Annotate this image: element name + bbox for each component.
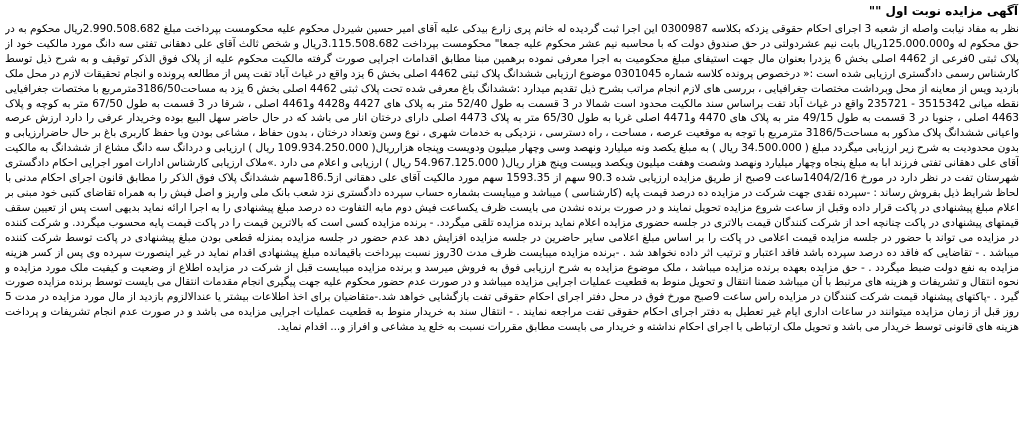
notice-title: آگهی مزایده نوبت اول "" — [868, 4, 1018, 18]
notice-body: نظر به مفاد نیابت واصله از شعبه 3 اجرای احکام حقوقی یزدکه بکلاسه 0300987 این اجرا ثبت گردیده له خانم پری زارع بیدکی علیه آقای امیر حسین شیردل محکوم علیه محکومست بپرداخت مبلغ 2.990.508.682ریال محکوم به در حق محکوم له و125.000.000ریال بابت نیم عشردولتی در حق صندوق دولت که با محاسبه نیم عشر محکوم علیه جمعا" محکومست بپرداخت 3.115.508.682ریال و شخص ثالث آقای علی دهقانی تفتی سه دانگ مورد مالکیت خود از پلاک ثبتی 0فرعی از 4462 اصلی بخش 6 یزدرا بعنوان مال جهت استیفای مبلغ محکومیت به اجرا معرفی نموده برهمین مبنا مطابق اقدامات اجرایی صورت گرفته مالکیت محکوم علیه از پلاک فوق الذکر توقیف و به شرح ذیل توسط کارشناس رسمی دادگستری ارزیابی شده است :« درخصوص پرونده کلاسه شماره 0301045 موضوع ارزیابی ششدانگ پلاک ثبتی 4462 اصلی بخش 6 یزد واقع در غیاث آباد تفت پس از مطالعه پرونده و انجام تحقیقات لازم در محل ملک بازدید ویس از معاینه از محل وبرداشت مختصات جغرافیایی ، بررسی های لازم انجام مراتب بشرح ذیل تقدیم میدارد :ششدانگ باغ معرفی شده تحت پلاک ثبتی 4462 اصلی بخش 6 یزد به مساحت3186/50مترمربع با مختصات جغرافیایی نقطه میانی 3515342 - 235721 واقع در غیاث آباد تفت براساس سند مالکیت محدود است شمالا در 3 قسمت به طول 52/40 متر به پلاک های 4427 و4428 و4461 اصلی ، شرقا در 3 قسمت به طول 67/50 متر به کوچه و پلاک 4463 اصلی ، جنوبا در 3 قسمت به طول 49/15 متر به پلاک های 4470 و4471 اصلی غربا به طول 65/30 متر به پلاک 4473 اصلی دارای درختان انار می باشد که در حال حاضر سهل البیع بوده وخریدار عرفی را دارد ارزش عرصه واعیانی ششدانگ پلاک مذکور به مساحت3186/5 مترمربع با توجه به موقعیت عرصه ، مساحت ، راه دسترسی ، نزدیکی به خدمات شهری ، نوع وسن وتعداد درختان ، بدون حفاظ ، مشاعی بودن ویا حفظ کاربری باغ بر حال حاضرارزیابی و بدون محدودیت به شرح زیر ارزیابی میگردد مبلغ ( 34.500.000 ریال ) به مبلغ یکصد ونه میلیارد ونهصد وسی وچهار میلیون ودویست وپنجاه هزارریال( 109.934.250.000 ریال ) ارزیابی و دردانگ سه دانگ مشاع از ششدانگ به مالکیت آقای علی دهقانی تفتی فرزند ابا به مبلغ پنجاه وچهار میلیارد ونهصد وشصت وهفت میلیون ویکصد وبیست وپنج هزار ریال( 54.967.125.000 ریال ) ارزیابی و اعلام می دارد .»ملاک ارزیابی کارشناس ادارات امور اجرایی احکام دادگستری شهرستان تفت در نظر دارد در مورخ 1404/2/16ساعت 9صبح از طریق مزایده ارزیابی شده 90.3 سهم از 1593.35 سهم مورد مالکیت آقای علی دهقانی از186.5سهم ششدانگ پلاک فوق الذکر را مطابق قانون اجرای احکام مدنی با لحاظ شرایط ذیل بفروش رساند : -سپرده نقدی جهت شرکت در مزایده ده درصد قیمت پایه (کارشناسی ) میباشد و میبایست بشماره حساب سپرده دادگستری نزد شعب بانک ملی واریز و اصل فیش را به همراه تقاضای کتبی خود مبنی بر اعلام مبلغ پیشنهادی در پاکت قرار داده وقبل از ساعت شروع مزایده تحویل نمایند و در صورت برنده نشدن می بایست ظرف یکساعت فیش دوم مابه التفاوت ده درصد مبلغ پیشنهادی را به اجرا ارائه نماید بدیهی است پس از تعیین سقف قیمتهای پیشنهادی در پاکت چنانچه احد از شرکت کنندگان قیمت بالاتری در جلسه حضوری مزایده اعلام نماید برنده مزایده تلقی میگردد. - برنده مزایده کسی است که بالاترین قیمت را در پاکت قیمت پایه محسوب میگردد. و شرکت کننده در مزایده می تواند با حضور در جلسه مزایده قیمت اعلامی در پاکت را بر اساس مبلغ اعلامی سایر حاضرین در جلسه مزایده افزایش دهد عدم حضور در جلسه مزایده بمنزله قطعی بودن مبلغ پیشنهادی در پاکت توسط شرکت کننده میباشد . - تقاضایی که فاقد ده درصد سپرده باشد فاقد اعتبار و ترتیب اثر داده نخواهد شد . -برنده مزایده میبایست ظرف مدت 30روز نسبت بپرداخت باقیمانده مبلغ پیشنهادی اقدام نماید در غیر اینصورت سپرده وی پس از کسر هزینه مزایده به نفع دولت ضبط میگردد . - حق مزایده بعهده برنده مزایده میباشد ، ملک موضوع مزایده به شرح ارزیابی فوق به فروش میرسد و برنده مزایده میبایست قبل از شرکت در مزایده اطلاع از وضعیت و کیفیت ملک مورد مزایده و نحوه انتقال و تشریفات و هزینه های مرتبط با آن میباشد ضمنا انتقال و تحویل منوط به قطعیت عملیات اجرایی مزایده میباشد و در صورت عدم حضور محکوم علیه جهت پیگیری انجام مقدمات انتقال می بایست توسط برنده مزایده صورت گیرد . -پاکتهای پیشنهاد قیمت شرکت کنندگان در مزایده راس ساعت 9صبح مورخ فوق در محل دفتر اجرای احکام حقوقی تفت بازگشایی خواهد شد.-متقاضیان برای اخذ اطلاعات بیشتر یا عندالالزوم بازدید از مال مورد مزایده در مدت 5 روز قبل از زمان مزایده میتوانند در ساعات اداری ایام غیر تعطیل به دفتر اجرای احکام حقوقی تفت مراجعه نمایند . - انتقال سند به خریدار منوط به قطعیت عملیات اجرایی مزایده می باشد و در صورت عدم انجام تشریفات و پرداخت هزینه های قانونی توسط خریدار می باشد و تحویل ملک ارتباطی با اجرای احکام نداشته و خریدار می بایست مطابق مقررات نسبت به خلع ید مشاعی و افراز و... اقدام نماید. — [5, 23, 1019, 334]
